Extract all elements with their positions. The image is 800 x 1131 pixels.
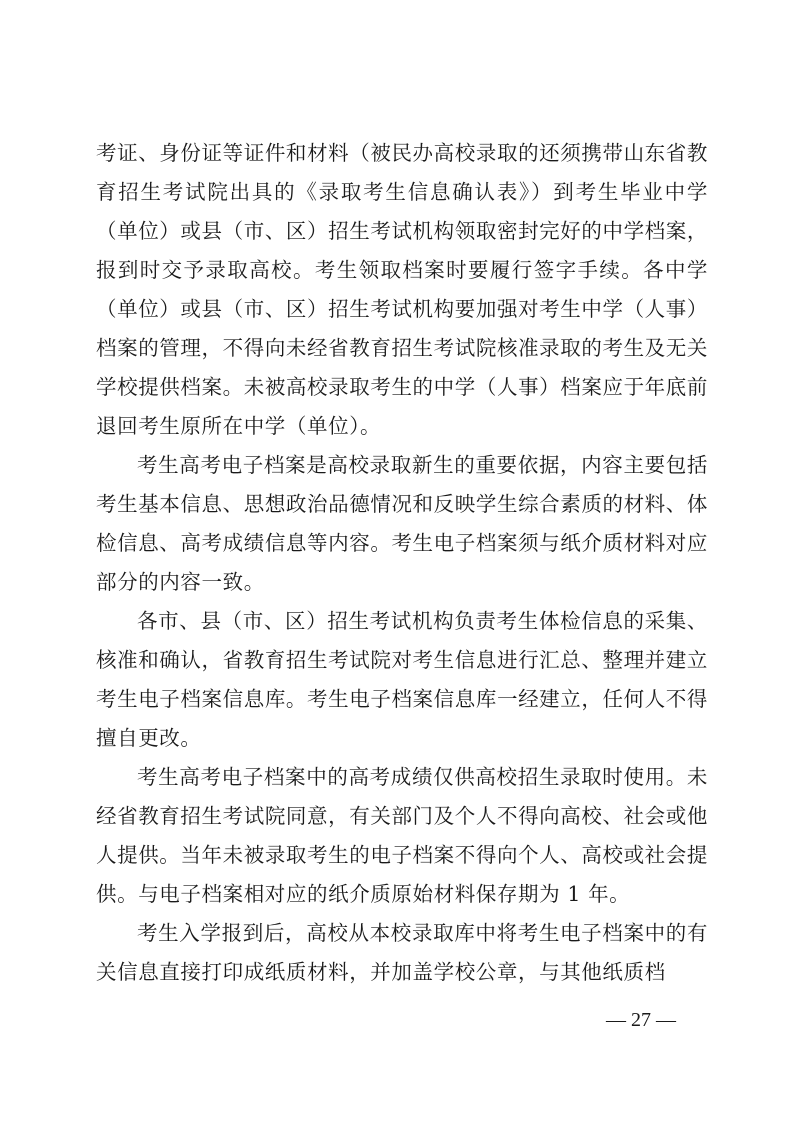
paragraph-enrollment-print: 考生入学报到后，高校从本校录取库中将考生电子档案中的有关信息直接打印成纸质材料，并加盖学校公章，与其他纸质档 [96,921,708,984]
paragraph-health-info: 各市、县（市、区）招生考试机构负责考生体检信息的采集、核准和确认，省教育招生考试院对考生信息进行汇总、整理并建立考生电子档案信息库。考生电子档案信息库一经建立，任何人不得擅自更改。 [96,609,708,750]
paragraph-score-usage: 考生高考电子档案中的高考成绩仅供高校招生录取时使用。未经省教育招生考试院同意，有关部门及个人不得向高校、社会或他人提供。当年未被录取考生的电子档案不得向个人、高校或社会提供。与电子档案相对应的纸介质原始材料保存期为 1 年。 [96,765,708,906]
paragraph-continued: 考证、身份证等证件和材料（被民办高校录取的还须携带山东省教育招生考试院出具的《录取考生信息确认表》）到考生毕业中学（单位）或县（市、区）招生考试机构领取密封完好的中学档案，报到时交予录取高校。考生领取档案时要履行签字手续。各中学（单位）或县（市、区）招生考试机构要加强对考生中学（人事）档案的管理，不得向未经省教育招生考试院核准录取的考生及无关学校提供档案。未被高校录取考生的中学（人事）档案应于年底前退回考生原所在中学（单位）。 [96,141,708,438]
paragraph-electronic-archive: 考生高考电子档案是高校录取新生的重要依据，内容主要包括考生基本信息、思想政治品德情况和反映学生综合素质的材料、体检信息、高考成绩信息等内容。考生电子档案须与纸介质材料对应部分的内容一致。 [96,453,708,594]
body-text [96,134,708,992]
page-number: — 27 — [606,1009,676,1031]
